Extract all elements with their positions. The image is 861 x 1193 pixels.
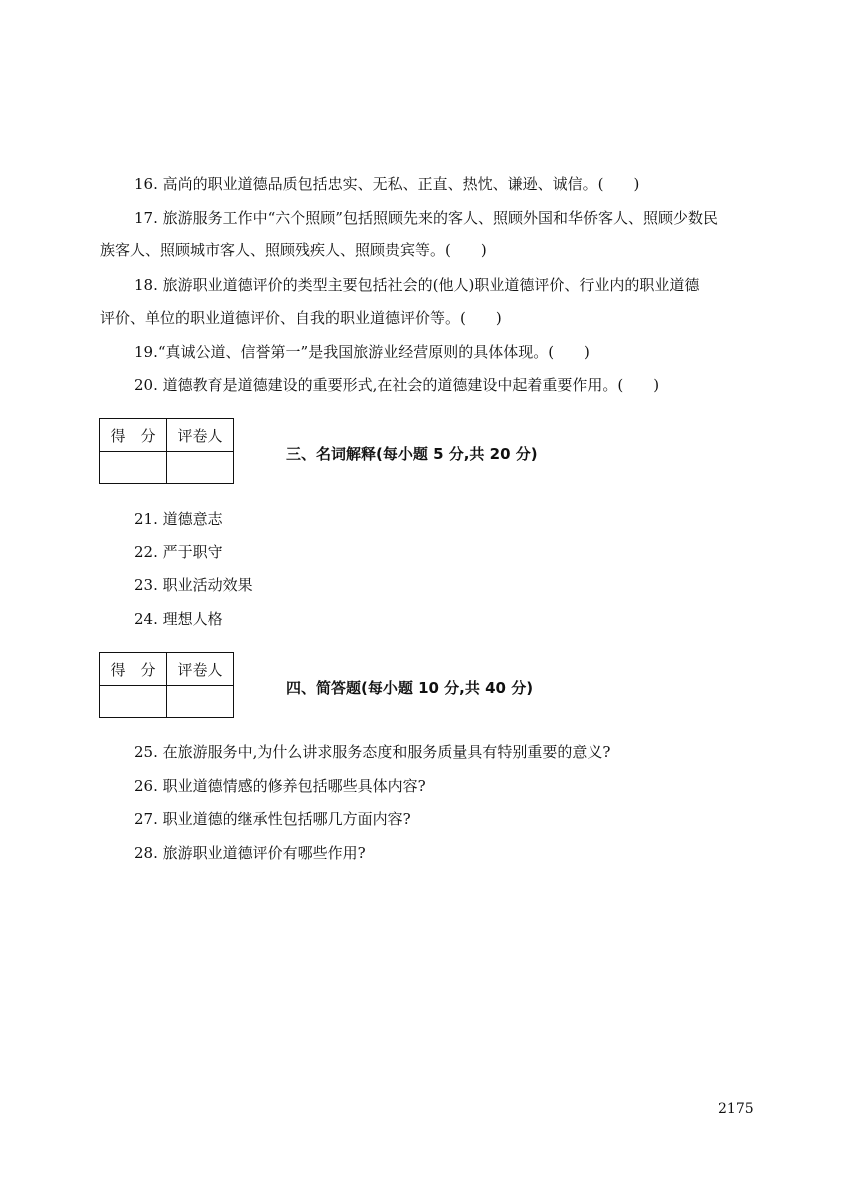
grader-cell[interactable] bbox=[167, 452, 234, 484]
question-18: 18. 旅游职业道德评价的类型主要包括社会的(他人)职业道德评价、行业内的职业道德 bbox=[134, 276, 700, 294]
score-cell[interactable] bbox=[100, 686, 167, 718]
question-16: 16. 高尚的职业道德品质包括忠实、无私、正直、热忱、谦逊、诚信。( ) bbox=[134, 175, 640, 193]
section-4-title: 四、简答题(每小题 10 分,共 40 分) bbox=[286, 679, 534, 697]
question-17-cont: 族客人、照顾城市客人、照顾残疾人、照顾贵宾等。( ) bbox=[100, 241, 487, 259]
page-number: 2175 bbox=[718, 1101, 754, 1117]
score-cell[interactable] bbox=[100, 452, 167, 484]
term-24: 24. 理想人格 bbox=[134, 610, 223, 628]
question-17: 17. 旅游服务工作中“六个照顾”包括照顾先来的客人、照顾外国和华侨客人、照顾少数民 bbox=[134, 209, 718, 227]
term-21: 21. 道德意志 bbox=[134, 510, 223, 528]
question-25: 25. 在旅游服务中,为什么讲求服务态度和服务质量具有特别重要的意义? bbox=[134, 743, 611, 761]
term-23: 23. 职业活动效果 bbox=[134, 576, 253, 594]
grader-cell[interactable] bbox=[167, 686, 234, 718]
score-header: 得 分 bbox=[100, 419, 167, 452]
question-18-cont: 评价、单位的职业道德评价、自我的职业道德评价等。( ) bbox=[100, 309, 502, 327]
question-20: 20. 道德教育是道德建设的重要形式,在社会的道德建设中起着重要作用。( ) bbox=[134, 376, 660, 394]
score-table-1 bbox=[99, 418, 234, 484]
question-19: 19.“真诚公道、信誉第一”是我国旅游业经营原则的具体体现。( ) bbox=[134, 343, 590, 361]
term-22: 22. 严于职守 bbox=[134, 543, 223, 561]
question-27: 27. 职业道德的继承性包括哪几方面内容? bbox=[134, 810, 411, 828]
grader-header: 评卷人 bbox=[167, 653, 234, 686]
question-26: 26. 职业道德情感的修养包括哪些具体内容? bbox=[134, 777, 426, 795]
question-28: 28. 旅游职业道德评价有哪些作用? bbox=[134, 844, 366, 862]
score-table-2 bbox=[99, 652, 234, 718]
grader-header: 评卷人 bbox=[167, 419, 234, 452]
section-3-title: 三、名词解释(每小题 5 分,共 20 分) bbox=[286, 445, 538, 463]
score-header: 得 分 bbox=[100, 653, 167, 686]
